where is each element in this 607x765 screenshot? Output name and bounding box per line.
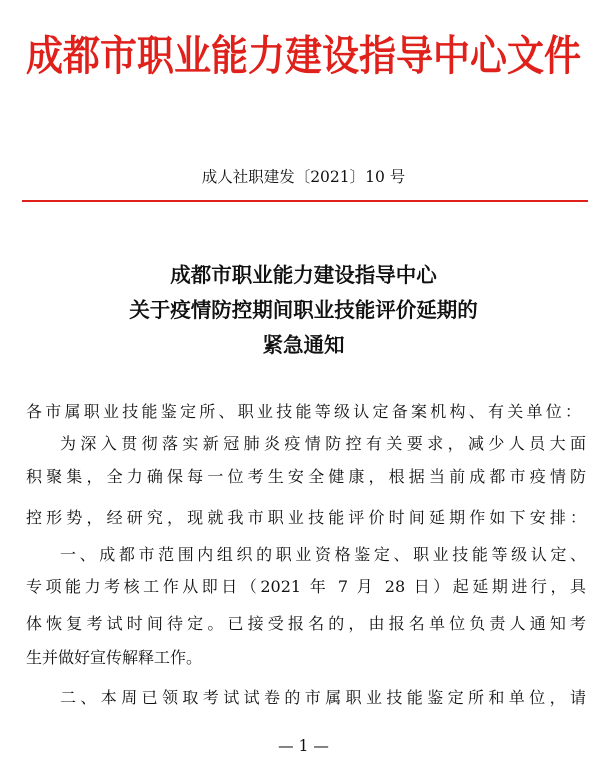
red-divider-line [22,200,588,202]
body-line-salutation: 各市属职业技能鉴定所、职业技能等级认定备案机构、有关单位： [26,402,581,421]
body-line: 积聚集，全力确保每一位考生安全健康，根据当前成都市疫情防 [26,467,586,486]
notice-title-line-3: 紧急通知 [262,333,345,357]
body-line: 体恢复考试时间待定。已接受报名的，由报名单位负责人通知考 [26,614,586,633]
page-number: — 1 — [278,737,329,755]
body-line: 控形势，经研究，现就我市职业技能评价时间延期作如下安排： [26,508,586,527]
body-line: 二、本周已领取考试试卷的市属职业技能鉴定所和单位，请 [60,688,586,707]
body-line: 专项能力考核工作从即日（2021 年 7 月 28 日）起延期进行，具 [26,577,586,596]
body-line: 一、成都市范围内组织的职业资格鉴定、职业技能等级认定、 [60,545,586,564]
org-header-title: 成都市职业能力建设指导中心文件 [26,30,581,81]
notice-title-line-2: 关于疫情防控期间职业技能评价延期的 [129,298,478,322]
document-number: 成人社职建发〔2021〕10 号 [201,168,406,186]
body-line: 生并做好宣传解释工作。 [26,648,203,667]
notice-title-line-1: 成都市职业能力建设指导中心 [170,263,437,287]
body-line: 为深入贯彻落实新冠肺炎疫情防控有关要求，减少人员大面 [60,434,586,453]
